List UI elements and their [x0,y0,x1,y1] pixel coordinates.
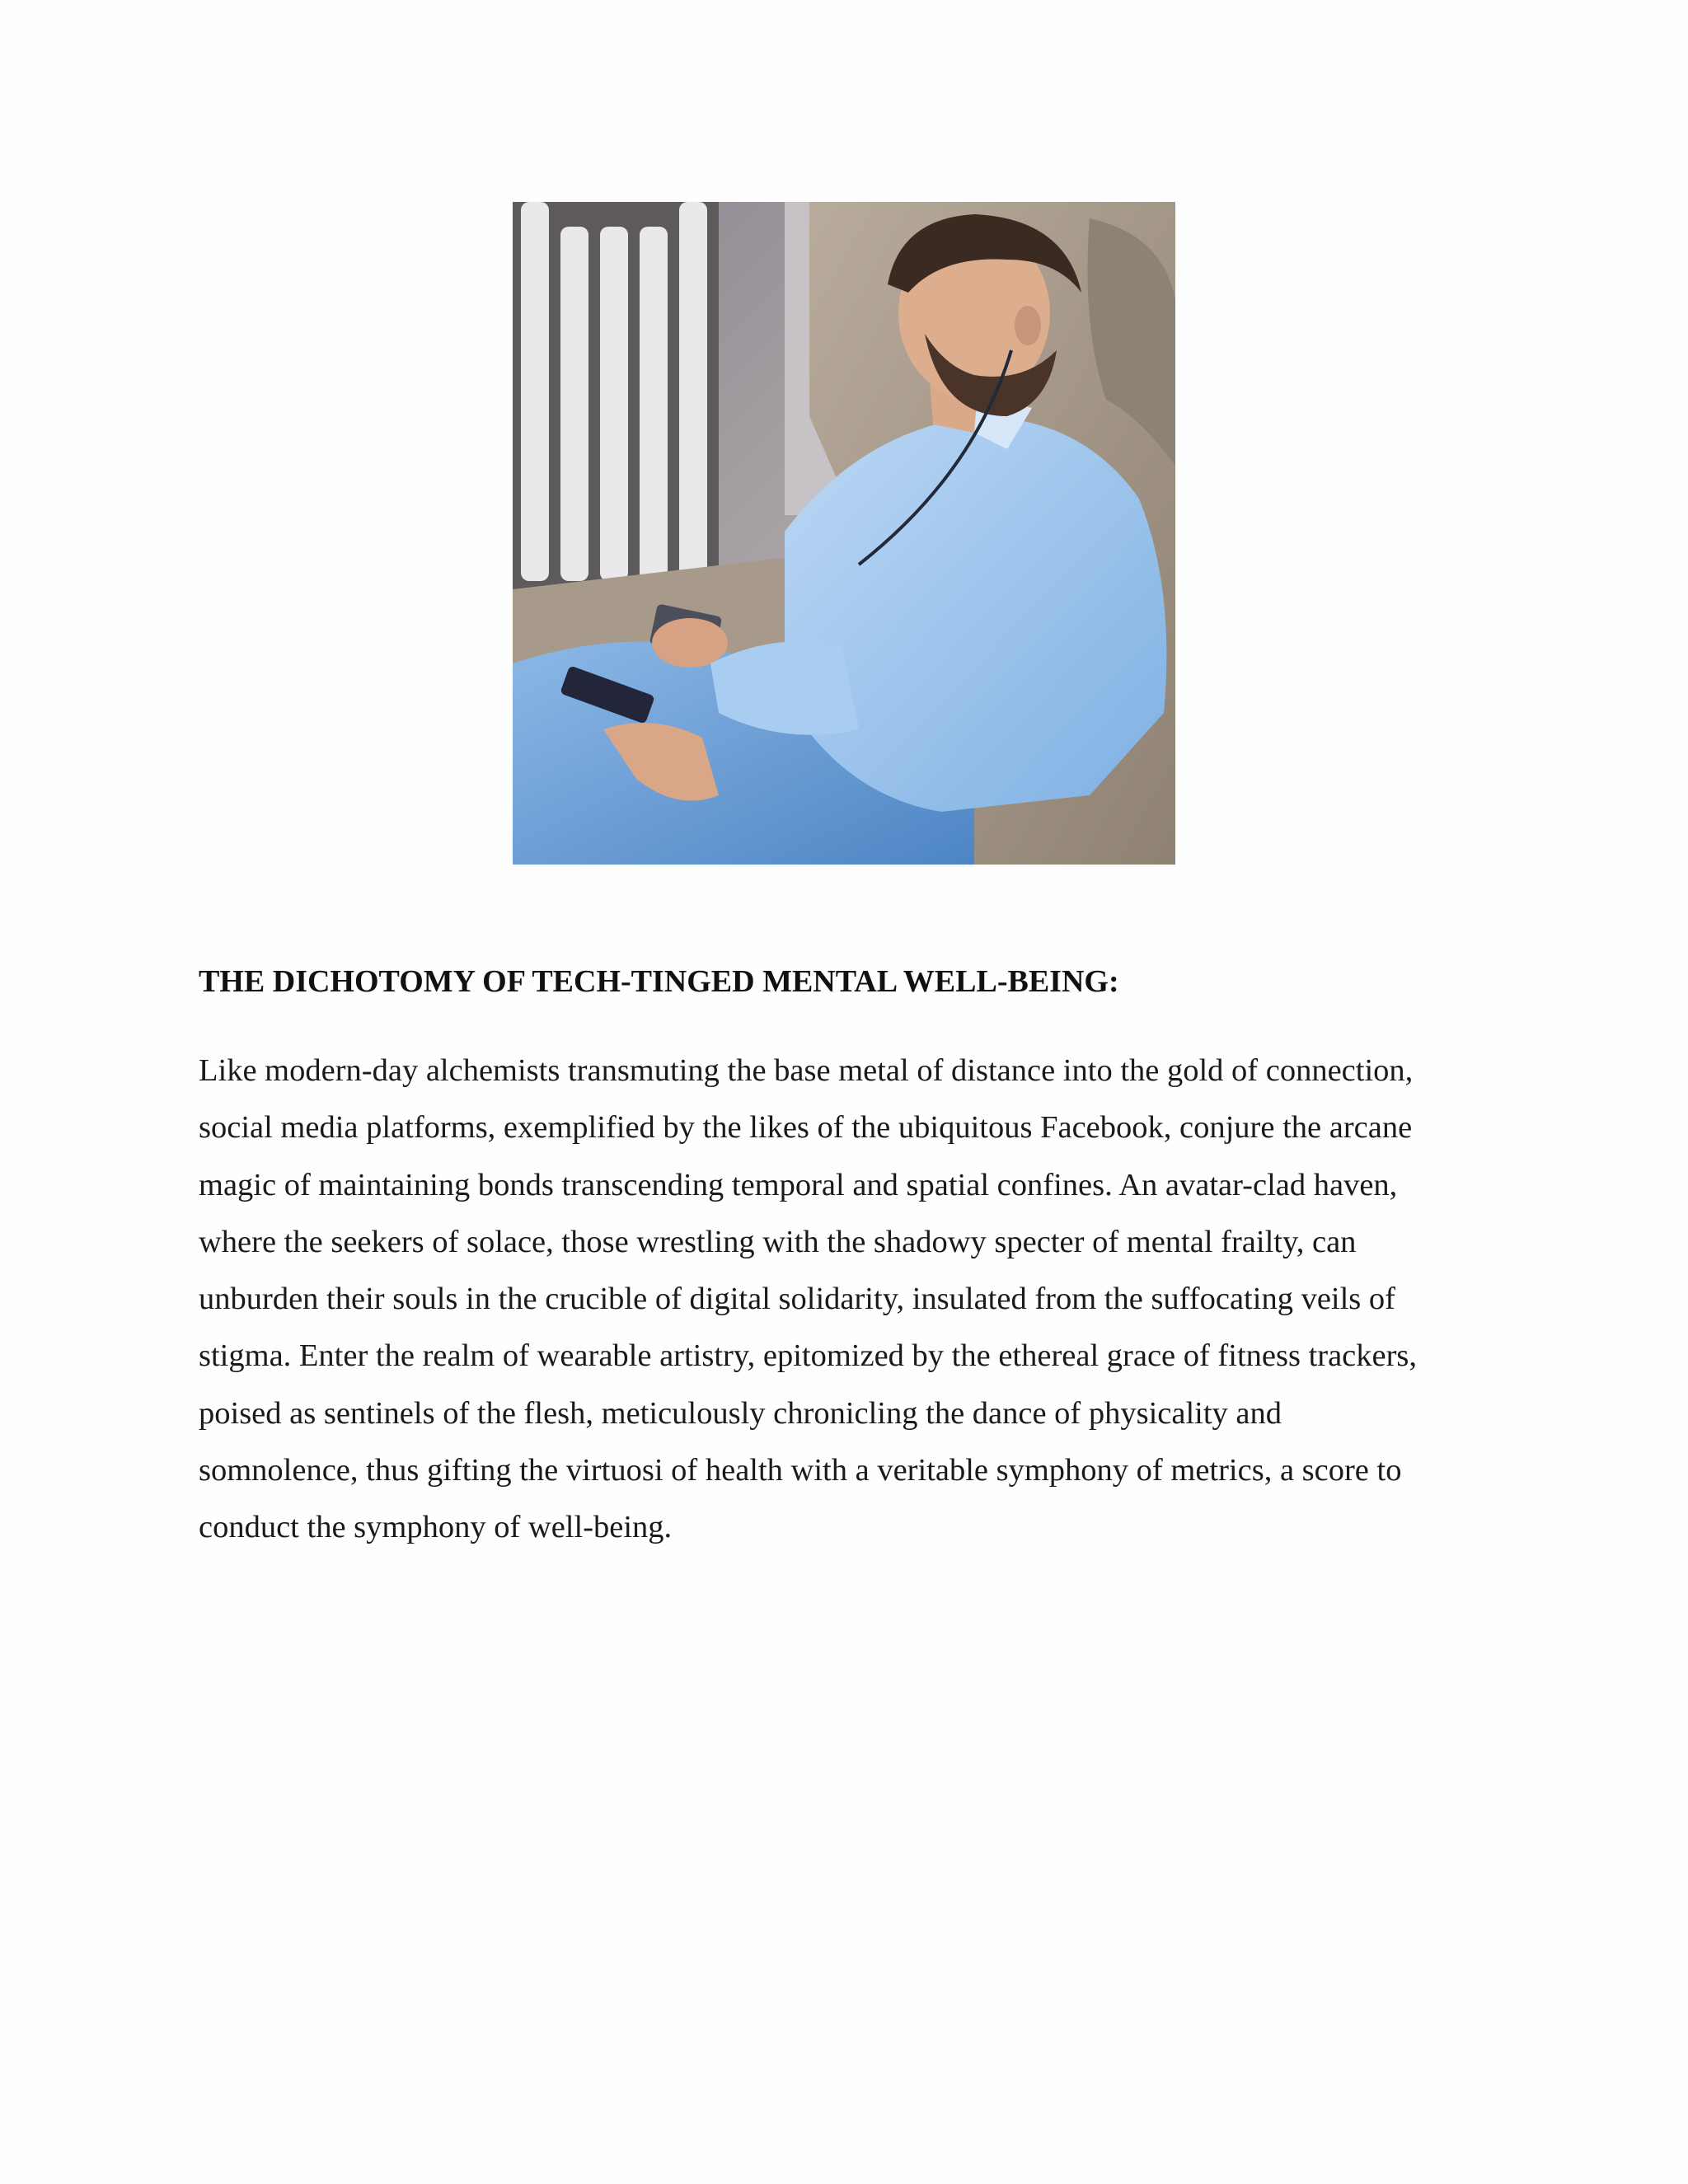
photo-illustration [513,202,1175,865]
paragraph-line: stigma. Enter the realm of wearable artistry, epitomized by the ethereal grace of fitness trackers, [199,1338,1418,1374]
paragraph-line: conduct the symphony of well-being. [199,1510,673,1545]
man-with-smartphone-photo [513,202,1175,865]
paragraph-line: somnolence, thus gifting the virtuosi of health with a veritable symphony of metrics, a score to [199,1453,1402,1488]
section-heading: THE DICHOTOMY OF TECH-TINGED MENTAL WELL-BEING: [199,964,1119,999]
body-paragraph [199,1043,1484,1557]
paragraph-line: Like modern-day alchemists transmuting the base metal of distance into the gold of connection, [199,1053,1414,1088]
paragraph-line: where the seekers of solace, those wrestling with the shadowy specter of mental frailty, can [199,1224,1357,1259]
paragraph-line: magic of maintaining bonds transcending temporal and spatial confines. An avatar-clad haven, [199,1167,1398,1202]
paragraph-line: social media platforms, exemplified by the likes of the ubiquitous Facebook, conjure the arcane [199,1110,1413,1146]
paragraph-line: poised as sentinels of the flesh, meticulously chronicling the dance of physicality and [199,1395,1282,1431]
paragraph-line: unburden their souls in the crucible of digital solidarity, insulated from the suffocating veils of [199,1282,1395,1317]
